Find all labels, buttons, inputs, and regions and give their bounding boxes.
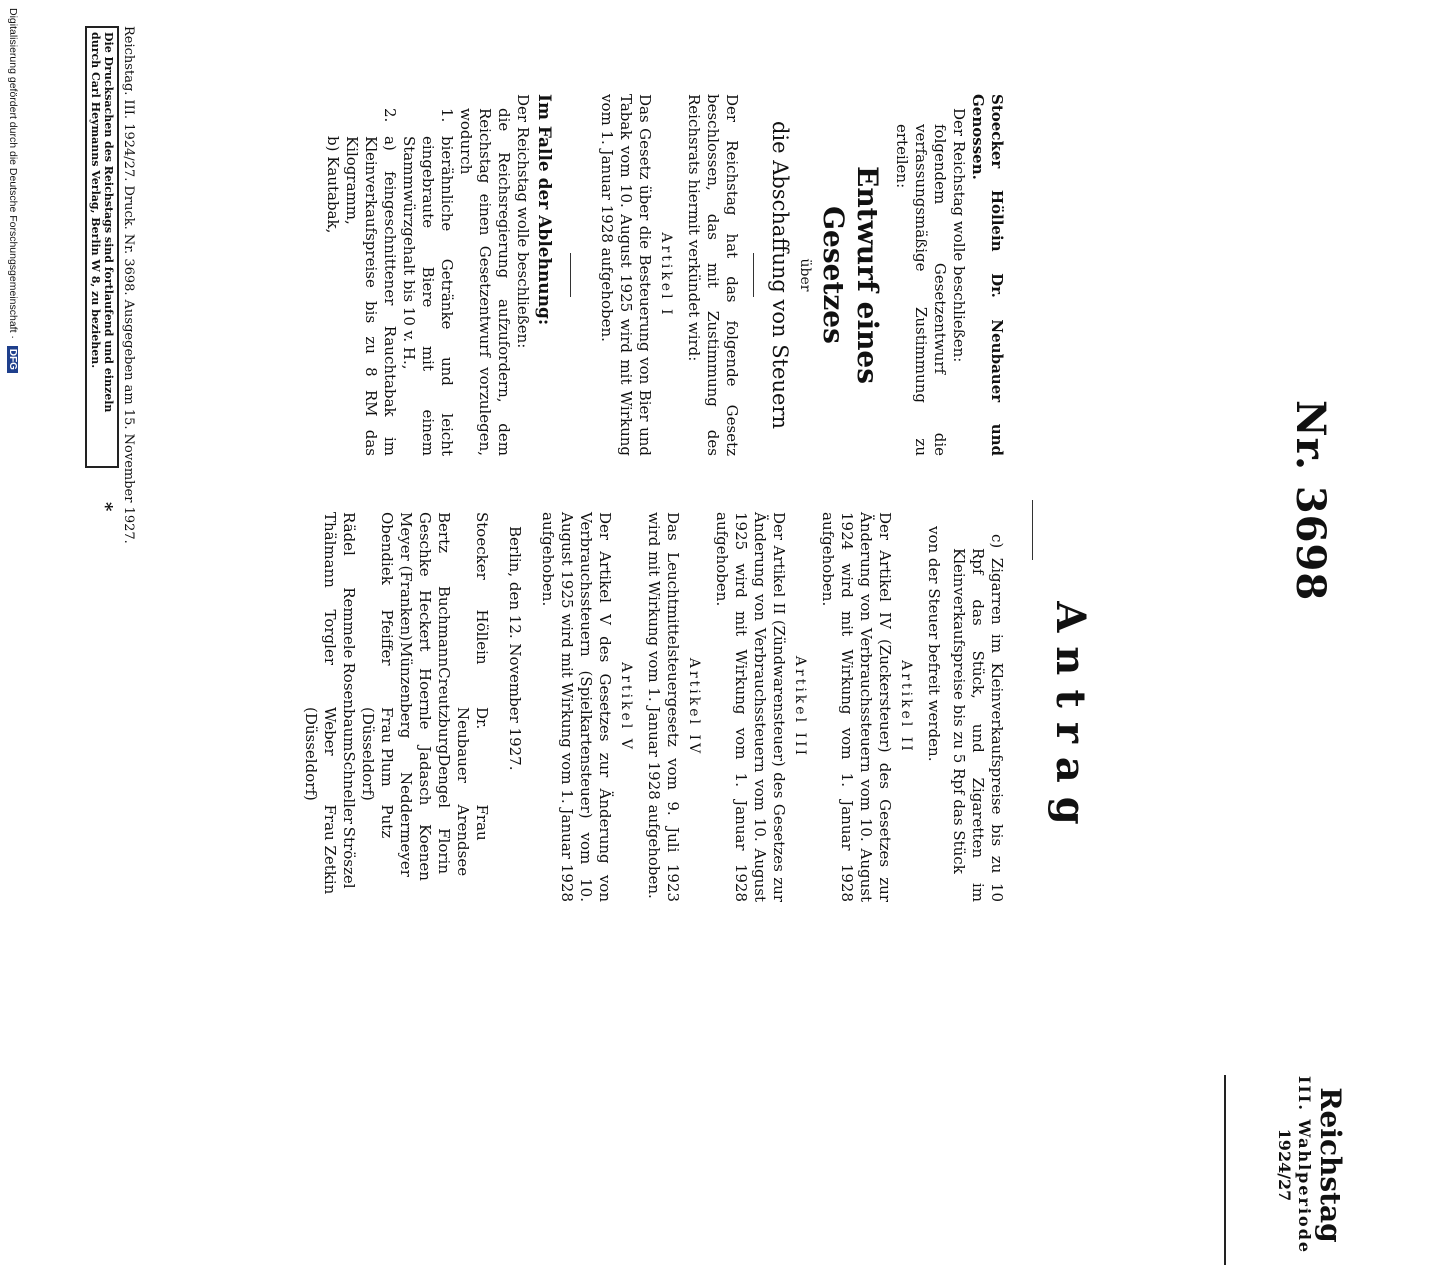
entwurf-title: Entwurf eines Gesetzes	[817, 165, 884, 385]
signature: Weber (Düsseldorf)	[302, 707, 339, 801]
artikel-2-heading: Artikel II	[898, 660, 914, 754]
signature-block	[301, 512, 491, 902]
artikel-5-text: Der Artikel V des Gesetzes zur Änderung von Verbrauchssteuern (Spielkartensteuer) vom 10. August 1925 wird mit Wirkung vom 1. Januar 1928 aufgehoben.	[539, 512, 614, 902]
years: 1924/27	[1275, 1128, 1294, 1202]
signature: Buchmann	[435, 585, 453, 668]
signature: Jadasch	[416, 746, 434, 806]
signature: Neddermeyer	[397, 772, 415, 877]
item-2b-text: b) Kautabak,	[324, 136, 342, 234]
signature: Frau Zetkin	[321, 804, 339, 895]
signature: Rädel	[340, 512, 358, 556]
artikel-2-text: Der Artikel IV (Zuckersteuer) des Gesetzes zur Änderung von Verbrauchssteuern vom 10. August 1924 wird mit Wirkung vom 1. Januar 1928 aufgehoben.	[819, 512, 894, 902]
date-line: Berlin, den 12. November 1927.	[506, 526, 524, 771]
print-footer: Reichstag. III. 1924/27. Druck. Nr. 3698. Ausgegeben am 15. November 1927.	[121, 26, 136, 544]
list-item-2	[323, 94, 399, 456]
fall-resolve: Der Reichstag wolle beschließen:	[514, 94, 532, 349]
signature-row	[358, 512, 396, 902]
signature: Ströszel	[340, 826, 358, 889]
signature-row	[434, 512, 453, 902]
preamble: Der Reichstag hat das folgende Gesetz beschlossen, das mit Zustimmung des Reichsrats hiermit verkündet wird:	[685, 94, 741, 456]
signature: Rosenbaum	[340, 662, 358, 752]
signature: Torgler	[321, 609, 339, 665]
signature-row	[339, 512, 358, 902]
signature: Stoecker	[473, 512, 491, 580]
artikel-3-text: Der Artikel II (Zündwarensteuer) des Gesetzes zur Änderung von Verbrauchssteuern vom 10. August 1925 wird mit Wirkung vom 1. Januar 1928 aufgehoben.	[713, 512, 788, 902]
wahlperiode: III. Wahlperiode	[1295, 1075, 1314, 1255]
artikel-5-heading: Artikel V	[618, 662, 634, 752]
section-rule	[753, 253, 754, 297]
signature-row	[396, 512, 415, 902]
intro-consent: folgendem Gesetzentwurf die verfassungsmäßige Zustimmung zu erteilen:	[893, 124, 949, 456]
signature: Meyer (Franken)	[397, 512, 415, 642]
list-item-1	[399, 94, 456, 456]
document-number: Nr. 3698	[1287, 400, 1334, 602]
intro-authors: Stoecker Höllein Dr. Neubauer und Genossen.	[969, 94, 1006, 456]
header-rule	[1224, 1075, 1226, 1265]
signature: Geschke	[416, 512, 434, 577]
signature: Heckert	[416, 590, 434, 652]
intro-resolve: Der Reichstag wolle beschließen:	[950, 108, 968, 363]
signature: Florin	[435, 828, 453, 875]
digitization-note	[7, 8, 19, 988]
signature-row	[415, 512, 434, 902]
item-1-text: bierähnliche Getränke und leicht eingebraute Biere mit einem Stammwürzgehalt bis 10 v. H.,	[400, 136, 456, 456]
dfg-logo: DFG	[7, 346, 18, 373]
reichstag-title: Reichstag	[1314, 1087, 1347, 1243]
fall-heading: Im Falle der Ablehnung:	[534, 94, 554, 326]
right-column	[301, 512, 1006, 902]
signature: Hoernle	[416, 668, 434, 730]
signature: Höllein	[473, 609, 491, 665]
title-rule	[1032, 500, 1033, 560]
signature: Bertz	[435, 512, 453, 554]
signature: Schneller	[340, 751, 358, 825]
signature: Obendiek	[378, 512, 396, 585]
publisher-box	[85, 26, 119, 468]
artikel-4-heading: Artikel IV	[686, 657, 702, 757]
left-column	[323, 94, 1006, 456]
signature: Putz	[378, 804, 396, 839]
item-2-number: 2.	[381, 108, 399, 123]
artikel-3-heading: Artikel III	[792, 655, 808, 759]
signature: Münzenberg	[397, 642, 415, 739]
signature: Dengel	[435, 754, 453, 809]
tax-exempt-line: von der Steuer befreit werden.	[925, 526, 943, 762]
signature: Dr. Neubauer	[454, 707, 491, 783]
item-2a-text: a) feingeschnittener Rauchtabak im Kleinverkaufspreise bis zu 8 RM das Kilogramm,	[343, 136, 399, 456]
artikel-1-text: Das Gesetz über die Besteuerung von Bier und Tabak vom 10. August 1925 wird mit Wirkung vom 1. Januar 1928 aufgehoben.	[598, 94, 654, 456]
publisher-line-2: durch Carl Heymanns Verlag, Berlin W 8, zu beziehen.	[89, 32, 102, 369]
reichstag-header	[1274, 1065, 1346, 1265]
entwurf-subject: die Abschaffung von Steuern	[768, 120, 792, 430]
signature: Pfeiffer	[378, 609, 396, 666]
item-c-text: c) Zigarren im Kleinverkaufspreise bis zu 10 Rpf das Stück, und Zigaretten im Kleinverkaufspreise bis zu 5 Rpf das Stück	[950, 534, 1006, 902]
star-mark: *	[95, 502, 116, 512]
artikel-4-text: Das Leuchtmittelsteuergesetz vom 9. Juli 1923 wird mit Wirkung vom 1. Januar 1928 aufgehoben.	[645, 512, 682, 902]
signature-row	[301, 512, 339, 902]
signature: Koenen	[416, 824, 434, 881]
signature: Remmele	[340, 587, 358, 659]
signature: Frau Arendsee	[454, 804, 491, 877]
signature: Frau Plum (Düsseldorf)	[359, 707, 396, 801]
signature: Thälmann	[321, 512, 339, 588]
fall-text: die Reichsregierung aufzufordern, dem Reichstag einen Gesetzentwurf vorzulegen, wodurch	[457, 108, 513, 456]
section-rule-2	[570, 253, 571, 297]
antrag-title: Antrag	[1047, 601, 1094, 839]
entwurf-uber: über	[797, 258, 813, 292]
signature: Creutzburg	[435, 667, 453, 755]
publisher-line-1: Die Drucksachen des Reichstags sind fortlaufend und einzeln	[102, 32, 115, 413]
digitization-text: Digitalisierung gefördert durch die Deutsche Forschungsgemeinschaft ·	[7, 8, 19, 339]
signature-row	[453, 512, 491, 902]
item-1-number: 1.	[438, 108, 456, 123]
artikel-1-heading: Artikel I	[658, 232, 674, 318]
